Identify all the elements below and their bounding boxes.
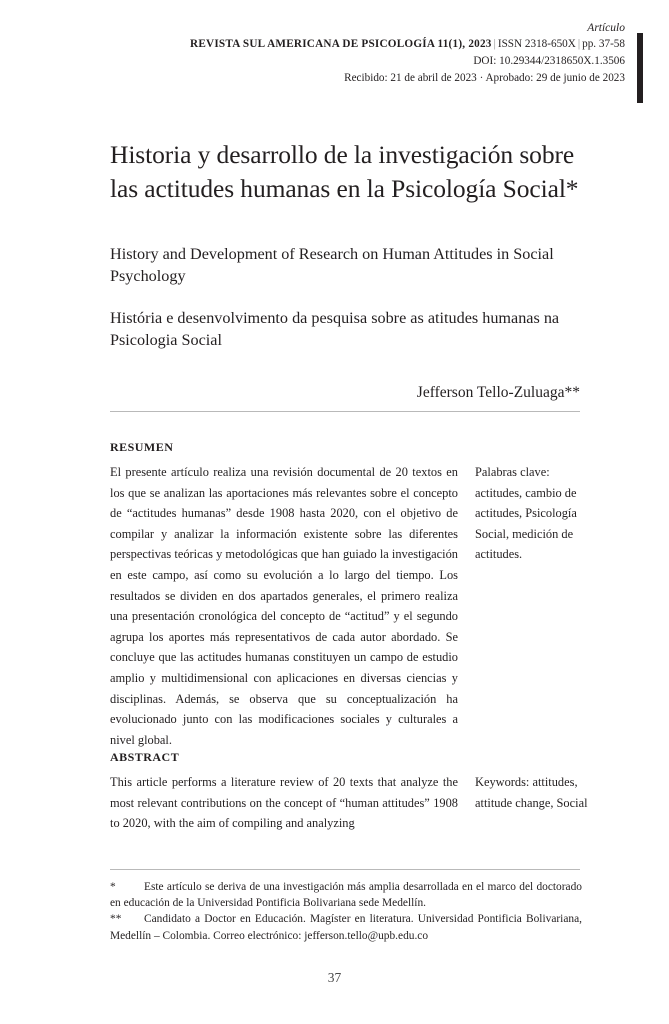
submission-dates: Recibido: 21 de abril de 2023 · Aprobado: 29 de junio de 2023	[344, 72, 625, 84]
title-portuguese: História e desenvolvimento da pesquisa sobre as atitudes humanas na Psicologia Social	[110, 309, 560, 349]
footnote-marker: *	[110, 881, 116, 893]
footnote-marker: **	[110, 913, 122, 926]
page-title: Historia y desarrollo de la investigación sobre las actitudes humanas en la Psicología Social*	[110, 140, 579, 203]
resumen-text: El presente artículo realiza una revisión documental de 20 textos en los que se analizan las aportaciones más relevantes sobre el concepto de “actitudes humanas” desde 1908 hasta 2020, con el objetivo de compilar y analizar la información existente sobre las diferentes perspectivas teóricas y metodológicas que han guiado la investigación en este campo, así como su evolución a lo largo del tiempo. Los resultados se dividen en dos apartados generales, el primero realiza una presentación cronológica del concepto de “actitud” y el segundo agrupa los aportes más representativos de cada autor abordado. Se concluye que las actitudes humanas constituyen un campo de estudio amplio y multidimensional con aplicaciones en diversas ciencias y disciplinas. Además, se observa que su conceptualización ha evolucionado junto con las modificaciones sociales y culturales a nivel global.	[110, 465, 458, 747]
resumen-keywords: Palabras clave: actitudes, cambio de actitudes, Psicología Social, medición de actitudes.	[475, 465, 577, 562]
author-divider	[110, 411, 580, 412]
resumen-heading: RESUMEN	[110, 440, 174, 454]
citation-separator-2: |	[577, 38, 581, 50]
footnote-item	[110, 879, 582, 911]
footnote-text: Candidato a Doctor en Educación. Magíster en literatura. Universidad Pontificia Bolivariana, Medellín – Colombia. Correo electrónico: jefferson.tello@upb.edu.co	[110, 913, 582, 942]
abstract-heading: ABSTRACT	[110, 750, 180, 764]
title-block	[110, 138, 580, 351]
journal-masthead	[110, 20, 625, 87]
journal-name: REVISTA SUL AMERICANA DE PSICOLOGÍA 11(1), 2023	[190, 38, 492, 50]
journal-page-range: pp. 37-58	[582, 38, 625, 50]
footnote-divider	[110, 869, 580, 870]
journal-issn: ISSN 2318-650X	[497, 38, 576, 50]
abstract-text: This article performs a literature review of 20 texts that analyze the most relevant contributions on the concept of “human attitudes” 1908 to 2020, with the aim of compiling and analyzing	[110, 775, 458, 831]
page-number: 37	[327, 970, 342, 985]
author-name: Jefferson Tello-Zuluaga**	[416, 384, 580, 401]
abstract-keywords: Keywords: attitudes, attitude change, Social	[475, 775, 588, 810]
header-accent-bar	[637, 33, 643, 103]
journal-citation-line	[110, 36, 625, 53]
article-type-label: Artículo	[587, 22, 625, 34]
article-doi: DOI: 10.29344/2318650X.1.3506	[473, 55, 625, 67]
footnote-list	[110, 879, 582, 944]
title-english: History and Development of Research on Human Attitudes in Social Psychology	[110, 245, 554, 285]
footnote-item	[110, 911, 582, 943]
citation-separator-1: |	[493, 38, 496, 50]
footnote-text: Este artículo se deriva de una investigación más amplia desarrollada en el marco del doctorado en educación de la Universidad Pontificia Bolivariana sede Medellín.	[110, 881, 582, 910]
